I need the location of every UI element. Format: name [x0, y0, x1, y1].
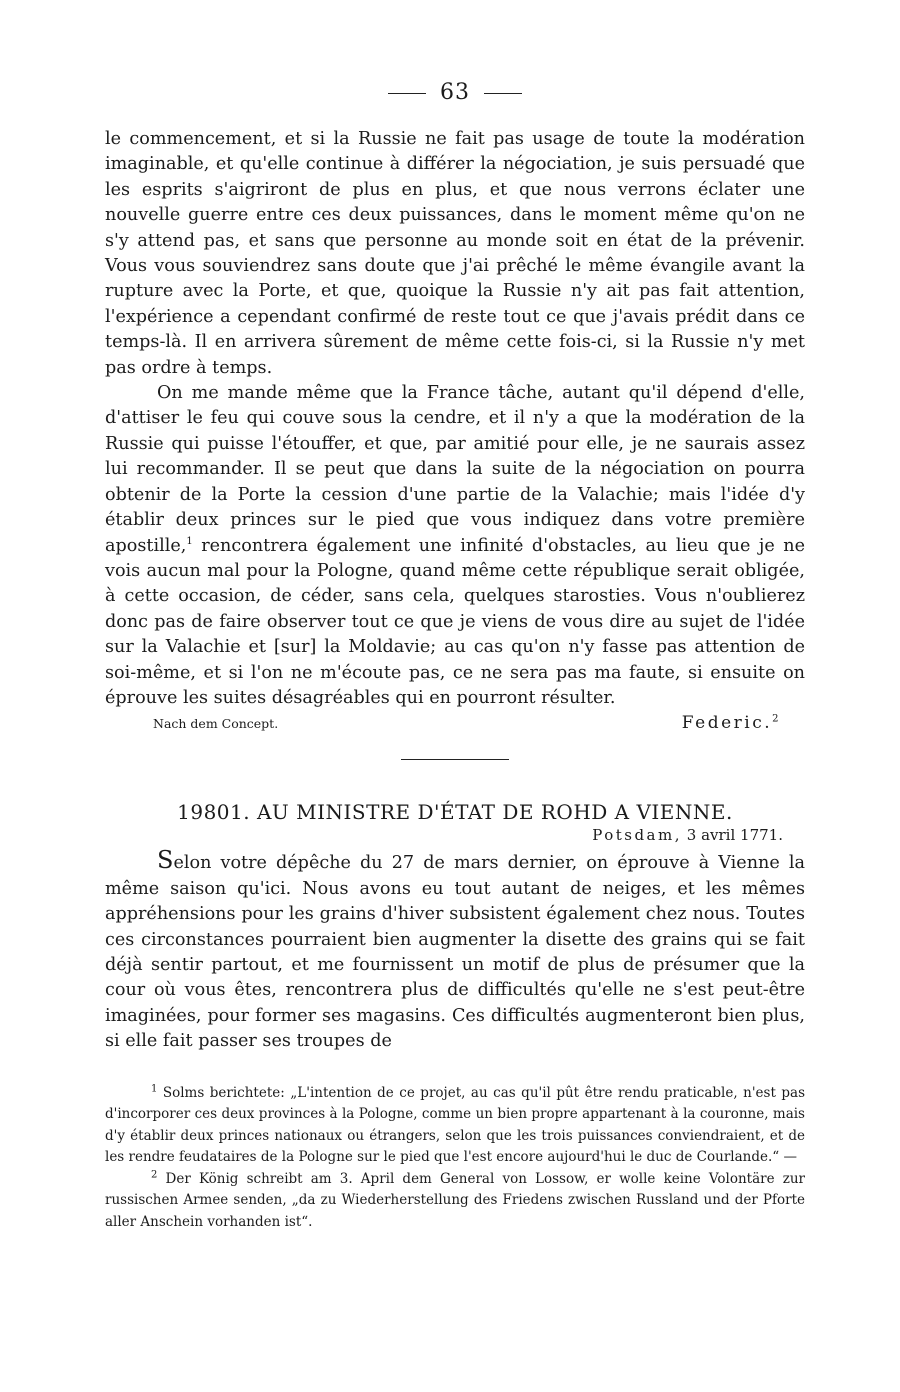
letter2-paragraph-1 — [105, 848, 805, 1054]
letter-heading: 19801. AU MINISTRE D'ÉTAT DE ROHD A VIENNE. — [177, 800, 733, 825]
footnote-1 — [105, 1083, 805, 1169]
document-page — [105, 80, 805, 1233]
footnote-ref-1: 1 — [186, 535, 193, 547]
signature-name: Federic. — [681, 713, 773, 734]
dateline-date: 3 avril 1771. — [686, 826, 783, 845]
footnote-2 — [105, 1169, 805, 1234]
footnote-1-mark: 1 — [151, 1083, 158, 1095]
dateline — [105, 826, 783, 844]
letter2-body — [105, 848, 805, 1054]
letter1-paragraph-2 — [105, 381, 805, 711]
section-divider — [401, 759, 509, 760]
page-number-dash-left — [388, 93, 426, 94]
footnotes — [105, 1083, 805, 1234]
page-number: 63 — [440, 80, 470, 105]
page-number-line — [105, 80, 805, 105]
letter1-paragraph-2-part-b: rencontrera également une infinité d'obstacles, au lieu que je ne vois aucun mal pour la Pologne, quand même cette république serait obligée, à cette occasion, de céder, sans cela, quelques starosties. Vous n'oublierez donc pas de faire observer tout ce que je viens de vous dire au sujet de l'idée sur la Valachie et [sur] la Moldavie; au cas qu'on n'y fasse pas attention de soi-même, et si l'on ne m'écoute pas, ce ne sera pas ma faute, si ensuite on éprouve les suites désagréables qui en pourront résulter. — [105, 535, 805, 708]
footnote-2-text: Der König schreibt am 3. April dem General von Lossow, er wolle keine Volontäre zur russischen Armee senden, „da zu Wiederherstellung des Friedens zwischen Russland und der Pforte aller Anschein vorhanden ist“. — [105, 1170, 805, 1230]
letter1-paragraph-2-part-a: On me mande même que la France tâche, autant qu'il dépend d'elle, d'attiser le feu qui couve sous la cendre, et il n'y a que la modération de la Russie qui puisse l'étouffer, et que, par amitié pour elle, je ne saurais assez lui recommander. Il se peut que dans la suite de la négociation on pourra obtenir de la Porte la cession d'une partie de la Valachie; mais l'idée d'y établir deux princes sur le pied que vous indiquez dans votre première apostille, — [105, 383, 805, 556]
footnote-ref-2: 2 — [772, 713, 781, 725]
signature — [682, 713, 781, 733]
letter1-paragraph-1: le commencement, et si la Russie ne fait pas usage de toute la modération imaginable, et qu'elle continue à différer la négociation, je suis persuadé que les esprits s'aigriront de plus en plus, et que nous verrons éclater une nouvelle guerre entre ces deux puissances, dans le moment même qu'on ne s'y attend pas, et sans que personne au monde soit en état de la prévenir. Vous vous souviendrez sans doute que j'ai prêché le même évangile avant la rupture avec la Porte, et que, quoique la Russie n'y ait pas fait attention, l'expérience a cependant confirmé de reste tout ce que j'avais prédit dans ce temps-là. Il en arrivera sûrement de même cette fois-ci, si la Russie n'y met pas ordre à temps. — [105, 129, 805, 378]
footnote-2-mark: 2 — [151, 1169, 158, 1181]
page-number-dash-right — [484, 93, 522, 94]
letter2-paragraph-1-text: elon votre dépêche du 27 de mars dernier, on éprouve à Vienne la même saison qu'ici. Nous avons eu tout autant de neiges, et les mêmes appréhensions pour les grains d'hiver subsistent également chez nous. Toutes ces circonstances pourraient bien augmenter la disette des grains qui se fait déjà sentir partout, et me fournissent un motif de plus de présumer que la cour où vous êtes, rencontrera plus de difficultés qu'elle ne s'est peut-être imaginées, pour former ses magasins. Ces difficultés augmenteront bien plus, si elle fait passer ses troupes de — [105, 853, 805, 1052]
footnote-1-text: Solms berichtete: „L'intention de ce projet, au cas qu'il pût être rendu praticable, n'est pas d'incorporer ces deux provinces à la Pologne, comme un bien propre appartenant à la couronne, mais d'y établir deux princes nationaux ou étrangers, selon que les trois puissances conviendraient, et de les rendre feudataires de la Pologne sur le pied que l'est encore aujourd'hui le duc de Courlande.“ — — [105, 1084, 805, 1166]
signature-row — [105, 713, 805, 733]
letter-continuation — [105, 127, 805, 733]
dateline-place: Potsdam, — [592, 826, 682, 845]
source-note: Nach dem Concept. — [153, 716, 279, 732]
initial-letter: S — [157, 846, 174, 875]
